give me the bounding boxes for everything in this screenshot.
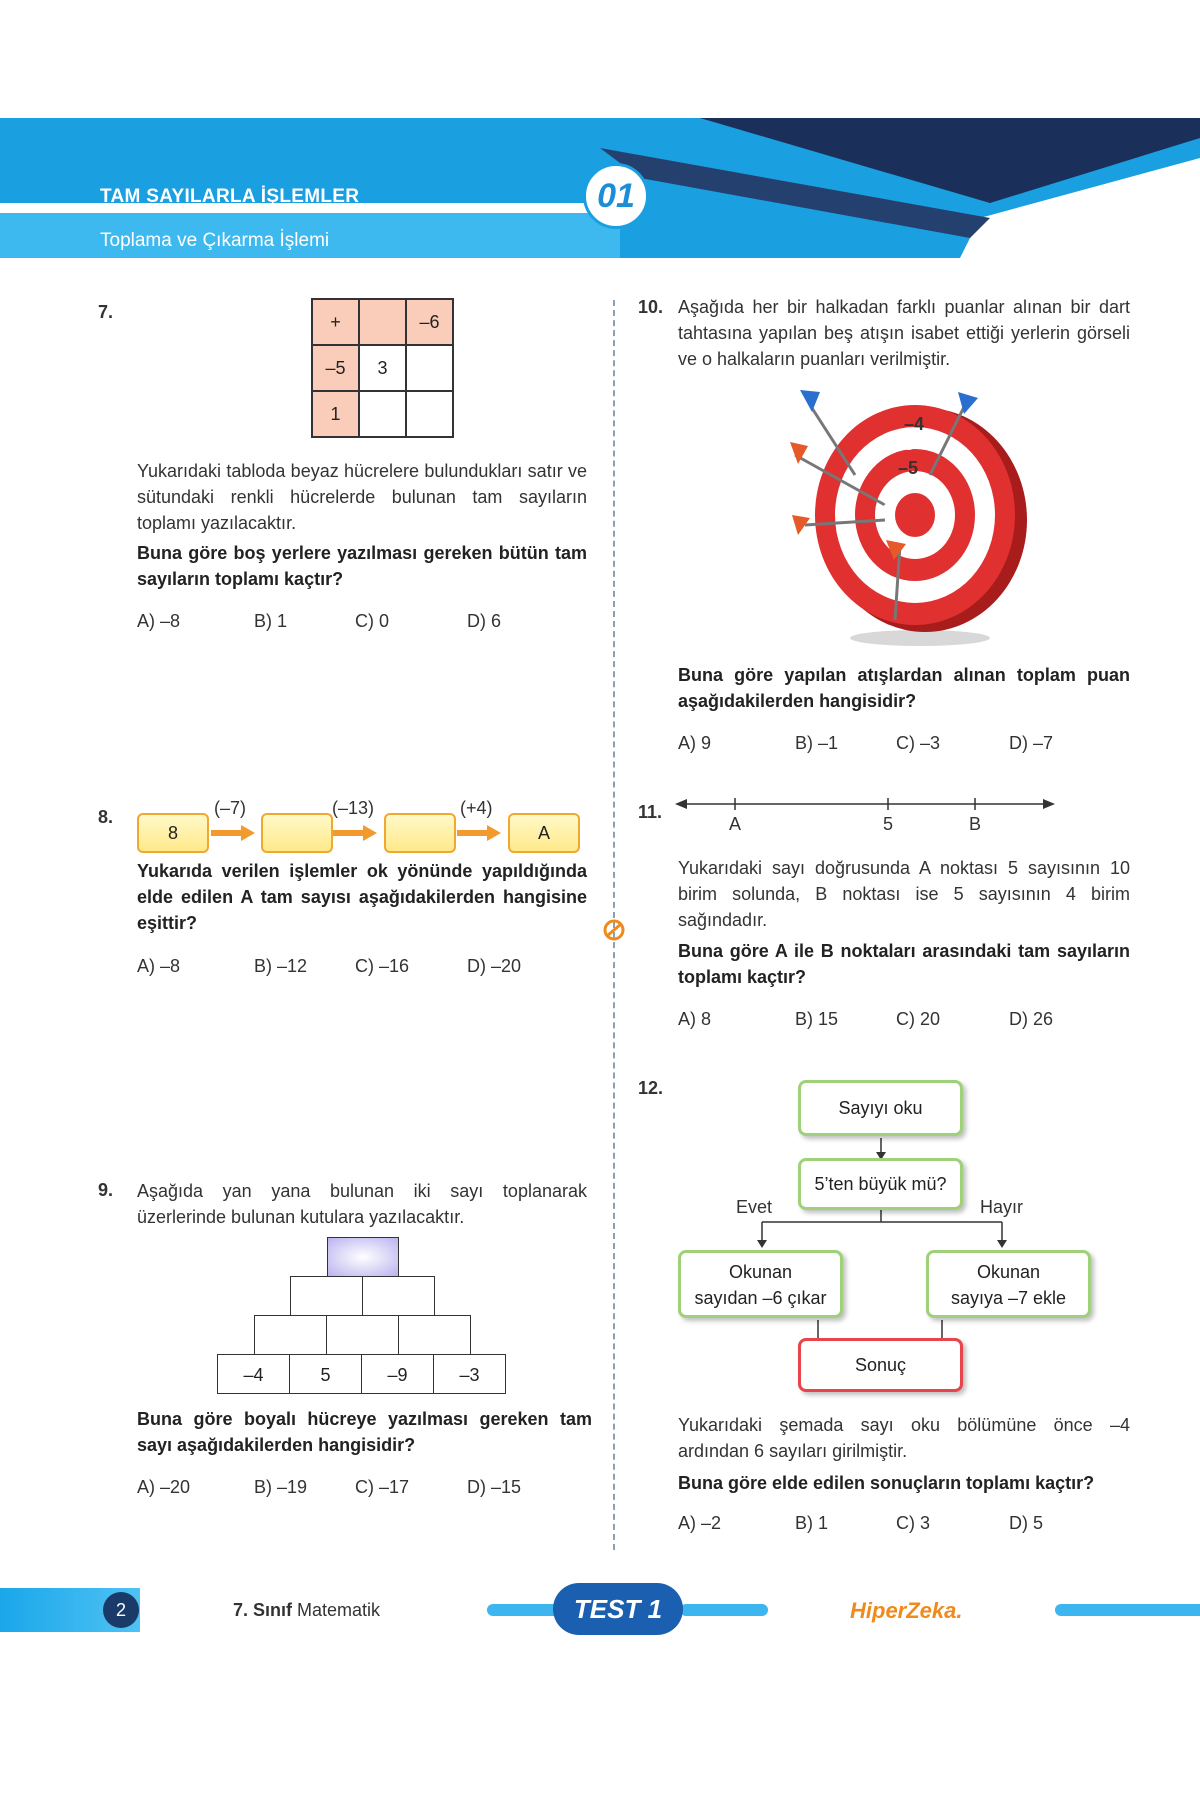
pyramid-base-cell: –4	[217, 1354, 290, 1394]
flow-left-line2: sayıdan –6 çıkar	[694, 1288, 827, 1308]
q12-option-c[interactable]: C) 3	[896, 1513, 931, 1533]
q9-text: Aşağıda yan yana bulunan iki sayı toplanarak üzerlerinde bulunan kutulara yazılacaktır.	[137, 1181, 587, 1227]
footer-grade-subject: Matematik	[292, 1600, 381, 1620]
number-line-label: 5	[883, 814, 894, 834]
q7-option-c[interactable]: C) 0	[355, 611, 390, 631]
pyramid-base-cell: –3	[433, 1354, 506, 1394]
q7-cell: –5	[312, 345, 359, 391]
q7-table	[311, 298, 454, 438]
q7-cell: –6	[406, 299, 453, 345]
q10-option-b[interactable]: B) –1	[795, 733, 839, 753]
pyramid-cell	[398, 1315, 471, 1355]
ring-score: –4	[904, 414, 925, 434]
question-7-number: 7.	[98, 302, 114, 322]
flow-decision-box: 5’ten büyük mü?	[798, 1158, 963, 1210]
q10-question: Buna göre yapılan atışlardan alınan toplam puan aşağıdakilerden hangisidir?	[678, 665, 1130, 711]
q8-question: Yukarıda verilen işlemler ok yönünde yapıldığında elde edilen A tam sayısı aşağıdakilerden hangisine eşittir?	[137, 861, 587, 933]
q12-option-a[interactable]: A) –2	[678, 1513, 722, 1533]
ring-score: 8	[883, 495, 894, 515]
flow-left-line1: Okunan	[728, 1262, 793, 1282]
q10-text: Aşağıda her bir halkadan farklı puanlar alınan bir dart tahtasına yapılan beş atışın isabet ettiği yerlerin görseli ve o halkaların puanları verilmiştir.	[678, 297, 1130, 369]
number-line-label: A	[729, 814, 742, 834]
pyramid-cell	[290, 1276, 363, 1316]
q11-option-c[interactable]: C) 20	[896, 1009, 941, 1029]
footer-bar	[680, 1604, 768, 1616]
flow-right-line1: Okunan	[976, 1262, 1041, 1282]
q7-text: Yukarıdaki tabloda beyaz hücrelere bulundukları satır ve sütundaki renkli hücrelerde bulunan tam sayıların toplamı yazılacaktır.	[137, 461, 587, 533]
page-number: 2	[103, 1592, 139, 1628]
q7-option-a[interactable]: A) –8	[137, 611, 181, 631]
pyramid-cell	[326, 1315, 399, 1355]
q9-option-a[interactable]: A) –20	[137, 1477, 191, 1497]
test-number: 1	[647, 1594, 663, 1624]
q12-question: Buna göre elde edilen sonuçların toplamı kaçtır?	[678, 1473, 1095, 1493]
question-10-number: 10.	[638, 297, 664, 317]
q12-option-d[interactable]: D) 5	[1009, 1513, 1044, 1533]
q7-cell	[406, 345, 453, 391]
arrow-right-icon	[457, 825, 501, 841]
section-subtitle: Toplama ve Çıkarma İşlemi	[100, 230, 330, 251]
q8-option-b[interactable]: B) –12	[254, 956, 308, 976]
q11-option-b[interactable]: B) 15	[795, 1009, 839, 1029]
test-badge: 01	[583, 163, 649, 229]
q12-option-b[interactable]: B) 1	[795, 1513, 829, 1533]
arrow-right-icon	[211, 825, 255, 841]
footer-bar	[1055, 1604, 1200, 1616]
q10-option-c[interactable]: C) –3	[896, 733, 941, 753]
q7-cell	[359, 391, 406, 437]
q7-option-d[interactable]: D) 6	[467, 611, 502, 631]
ring-score: –5	[898, 458, 919, 478]
q12-text: Yukarıdaki şemada sayı oku bölümüne önce –4 ardından 6 sayıları girilmiştir.	[678, 1415, 1130, 1461]
pyramid-base-cell: –9	[361, 1354, 434, 1394]
q9-option-d[interactable]: D) –15	[467, 1477, 522, 1497]
flow-no-label: Hayır	[980, 1197, 1024, 1217]
q7-cell	[359, 299, 406, 345]
q8-option-d[interactable]: D) –20	[467, 956, 522, 976]
pyramid-base-cell: 5	[289, 1354, 362, 1394]
q11-option-d[interactable]: D) 26	[1009, 1009, 1054, 1029]
q8-option-a[interactable]: A) –8	[137, 956, 181, 976]
pyramid-shaded-cell	[327, 1237, 399, 1277]
number-line-label: B	[969, 814, 982, 834]
q7-cell	[406, 391, 453, 437]
footer-grade-bold: 7. Sınıf	[233, 1600, 293, 1620]
question-11-number: 11.	[638, 802, 663, 822]
arrow-right-icon	[333, 825, 377, 841]
q8-empty-box	[261, 813, 333, 853]
q7-cell: 3	[359, 345, 406, 391]
q8-start-box: 8	[137, 813, 209, 853]
flow-left-box	[678, 1250, 843, 1318]
q11-option-a[interactable]: A) 8	[678, 1009, 712, 1029]
ring-score: 3	[904, 434, 915, 454]
q10-option-a[interactable]: A) 9	[678, 733, 712, 753]
q9-question: Buna göre boyalı hücreye yazılması gereken tam sayı aşağıdakilerden hangisidir?	[137, 1409, 592, 1455]
q9-option-c[interactable]: C) –17	[355, 1477, 410, 1497]
question-8-number: 8.	[98, 807, 114, 827]
logo-mark-icon	[602, 916, 626, 944]
q7-cell: 1	[312, 391, 359, 437]
q8-empty-box	[384, 813, 456, 853]
q8-op-label: (+4)	[460, 798, 493, 818]
q7-option-b[interactable]: B) 1	[254, 611, 288, 631]
test-label-badge	[553, 1583, 683, 1635]
footer-grade	[233, 1600, 380, 1621]
q8-op-label: (–13)	[332, 798, 375, 818]
section-title: TAM SAYILARLA İŞLEMLER	[100, 186, 360, 207]
q10-option-d[interactable]: D) –7	[1009, 733, 1054, 753]
flow-read-box: Sayıyı oku	[798, 1080, 963, 1136]
pyramid-cell	[254, 1315, 327, 1355]
q7-cell: +	[312, 299, 359, 345]
q11-text: Yukarıdaki sayı doğrusunda A noktası 5 sayısının 10 birim solunda, B noktası ise 5 sayısının 4 birim sağındadır.	[678, 858, 1130, 930]
q7-question: Buna göre boş yerlere yazılması gereken bütün tam sayıların toplamı kaçtır?	[137, 543, 587, 589]
pyramid-cell	[362, 1276, 435, 1316]
question-12-number: 12.	[638, 1078, 664, 1098]
q8-option-c[interactable]: C) –16	[355, 956, 410, 976]
q9-option-b[interactable]: B) –19	[254, 1477, 308, 1497]
flow-yes-label: Evet	[736, 1197, 773, 1217]
q11-question: Buna göre A ile B noktaları arasındaki tam sayıların toplamı kaçtır?	[678, 941, 1130, 987]
flow-right-line2: sayıya –7 ekle	[950, 1288, 1067, 1308]
flow-result-box: Sonuç	[798, 1338, 963, 1392]
brand-logo: HiperZeka.	[850, 1598, 963, 1623]
q8-op-label: (–7)	[214, 798, 247, 818]
question-9-number: 9.	[98, 1180, 114, 1200]
flow-right-box	[926, 1250, 1091, 1318]
q8-result-box: A	[508, 813, 580, 853]
test-label: TEST	[573, 1594, 641, 1624]
